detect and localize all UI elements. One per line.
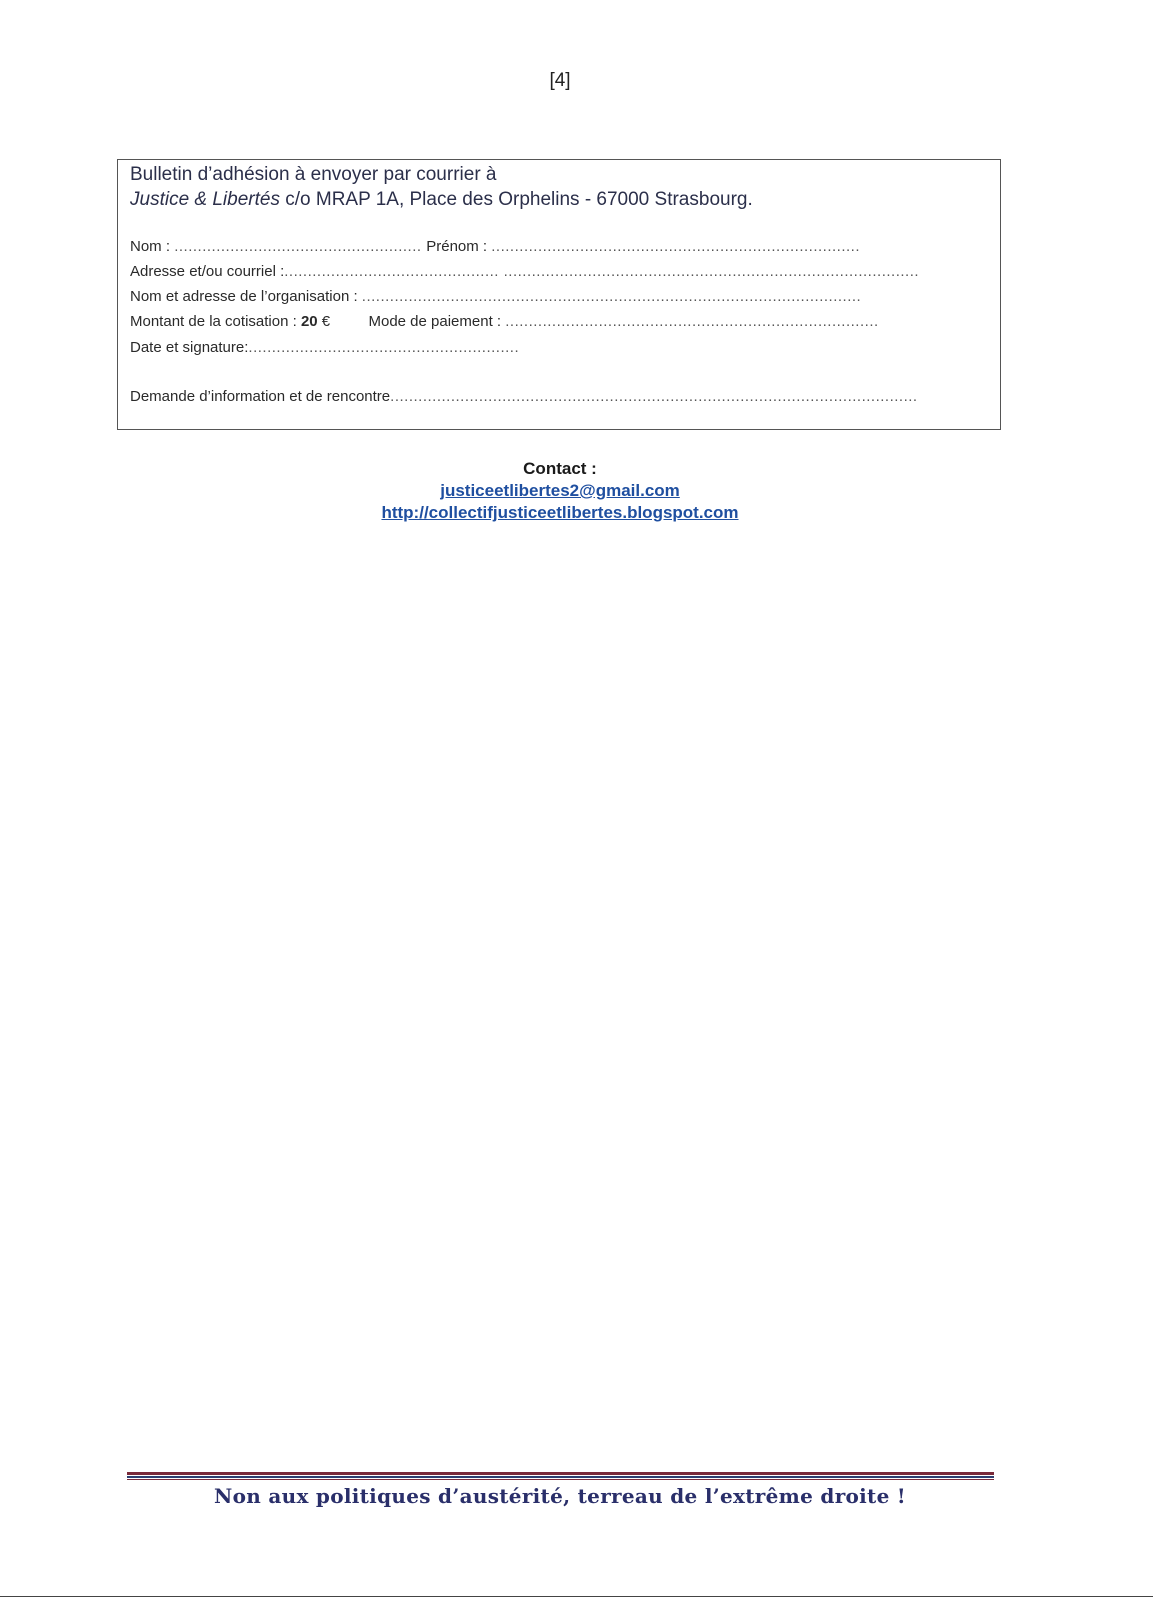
adresse-field[interactable]: .............................................. ......................................................................................... — [284, 263, 920, 280]
montant-paiement-row — [130, 313, 970, 330]
form-intro — [130, 162, 753, 212]
demande-field[interactable]: ................................................................................................................. — [390, 388, 918, 405]
montant-currency: € — [317, 313, 331, 330]
paiement-label: Mode de paiement : — [368, 313, 506, 330]
montant-value: 20 — [300, 313, 318, 330]
paiement-field[interactable]: ................................................................................ — [505, 313, 879, 330]
contact-website-link[interactable]: http://collectifjusticeetlibertes.blogspot.com — [381, 503, 739, 522]
form-intro-line: Bulletin d’adhésion à envoyer par courrier à — [130, 164, 497, 185]
contact-label: Contact : — [523, 459, 597, 478]
org-name: Justice & Libertés — [130, 189, 280, 210]
nom-label: Nom : — [130, 238, 175, 255]
date-signature-field[interactable]: .......................................................... — [248, 339, 520, 356]
contact-section — [0, 458, 1120, 524]
page-number: [4] — [549, 70, 571, 91]
form-address-line — [130, 187, 753, 212]
nom-field[interactable]: ..................................................... — [174, 238, 427, 255]
date-signature-row — [130, 339, 970, 356]
contact-email-link[interactable]: justiceetlibertes2@gmail.com — [440, 481, 680, 500]
prenom-field[interactable]: ............................................................................... — [491, 238, 860, 255]
adresse-label: Adresse et/ou courriel : — [130, 263, 285, 280]
footer-slogan: Non aux politiques d’austérité, terreau de l’extrême droite ! — [214, 1484, 906, 1508]
prenom-label: Prénom : — [426, 238, 492, 255]
demande-label: Demande d’information et de rencontre — [130, 388, 391, 405]
demande-row — [130, 388, 980, 405]
footer-divider — [127, 1472, 994, 1480]
nom-prenom-row — [130, 238, 970, 255]
date-label: Date et signature: — [130, 339, 249, 356]
adresse-row — [130, 263, 970, 280]
mailing-address: c/o MRAP 1A, Place des Orphelins - 67000 Strasbourg. — [279, 189, 753, 210]
organisation-row — [130, 288, 970, 305]
montant-label: Montant de la cotisation : — [130, 313, 301, 330]
page-bottom-edge — [0, 1596, 1153, 1597]
membership-form — [117, 159, 1001, 430]
organisation-label: Nom et adresse de l’organisation : — [130, 288, 362, 305]
organisation-field[interactable]: ........................................................................................................... — [361, 288, 862, 305]
